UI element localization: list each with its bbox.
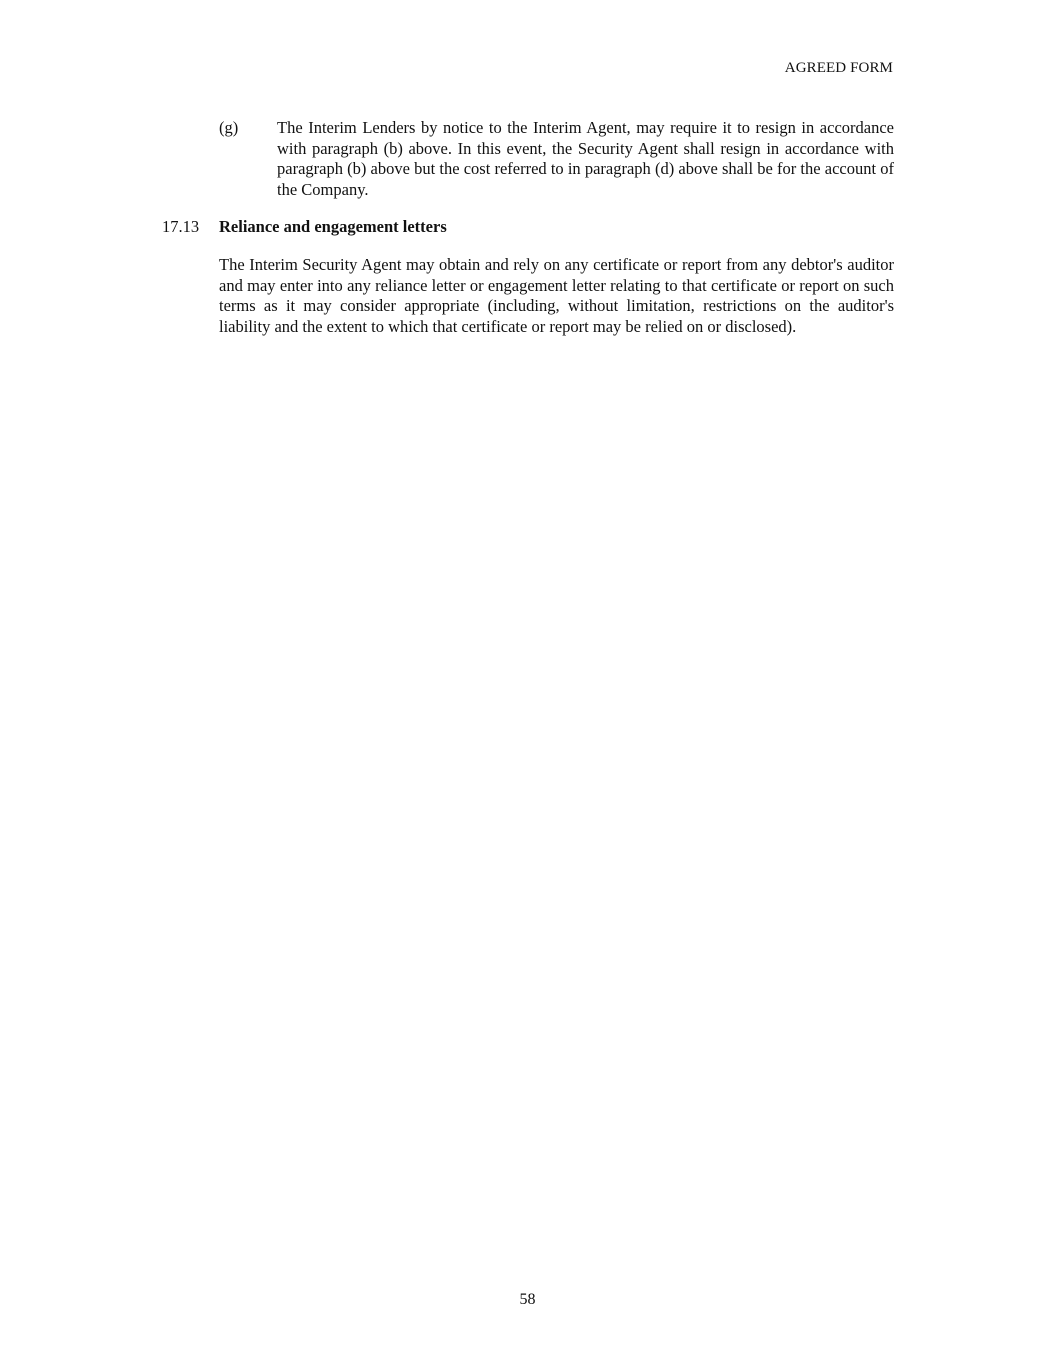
document-header-label: AGREED FORM — [784, 60, 893, 76]
section-body-paragraph: The Interim Security Agent may obtain and rely on any certificate or report from any debtor's auditor and may enter into any reliance letter or engagement letter relating to that certificate or report on such terms as it may consider appropriate (including, without limitation, restrictions on the auditor's liability and the extent to which that certificate or report may be relied on or disclosed). — [219, 255, 894, 336]
page-number: 58 — [519, 1291, 536, 1308]
section-heading: Reliance and engagement letters — [219, 217, 447, 236]
clause-g-number: (g) — [219, 118, 239, 137]
clause-g-text: The Interim Lenders by notice to the Interim Agent, may require it to resign in accordance with paragraph (b) above. In this event, the Security Agent shall resign in accordance with paragraph (b) above but the cost referred to in paragraph (d) above shall be for the account of the Company. — [277, 118, 894, 199]
section-number: 17.13 — [162, 217, 200, 236]
